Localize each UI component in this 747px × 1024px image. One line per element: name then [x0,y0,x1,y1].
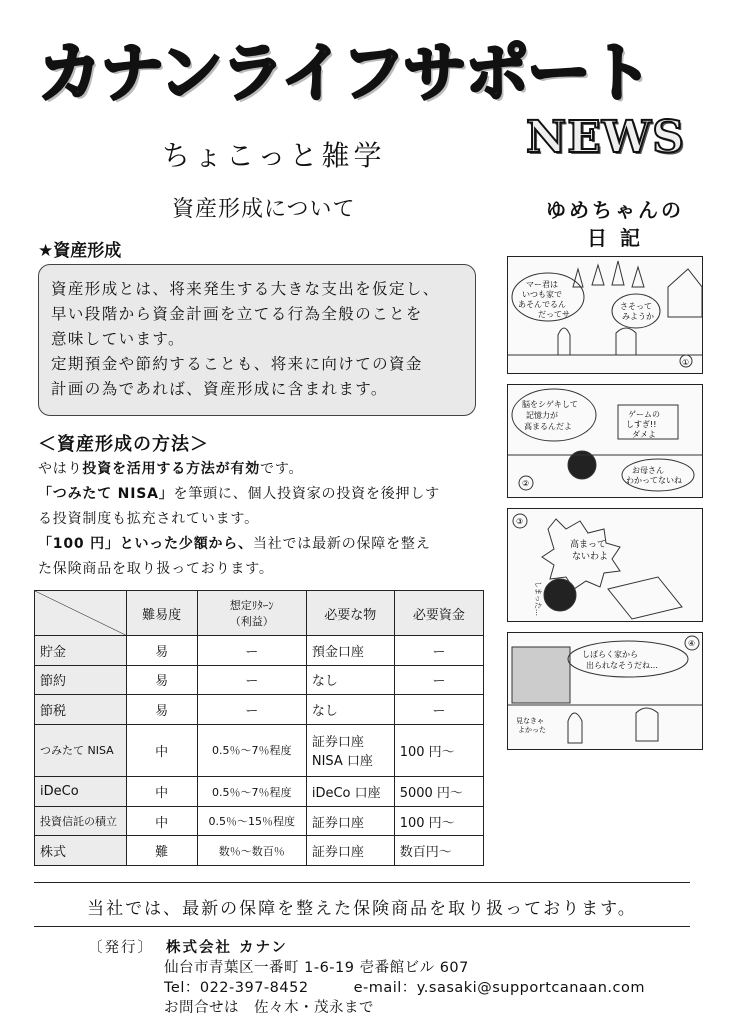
comic-drawing [508,509,702,621]
row-name: iDeCo [35,777,127,807]
row-difficulty: 易 [126,665,197,695]
speech-bubble-text: 脳をシゲキして記憶力が高まるんだよ [522,400,578,431]
section-heading-methods: ＜資産形成の方法＞ [38,434,209,455]
row-return: 0.5％～7％程度 [197,777,306,807]
row-funds: ー [394,665,483,695]
table-header-row [35,591,484,636]
body-paragraph [38,482,482,507]
row-difficulty: 難 [126,836,197,866]
speech-bubble-text: しばらく家から出られなそうだね… [582,650,658,670]
publisher-line [88,938,645,958]
row-needs: iDeCo 口座 [306,777,394,807]
masthead [38,34,698,114]
topic-heading: 資産形成について [172,197,356,222]
table-row [35,806,484,836]
row-return: 0.5％～15％程度 [197,806,306,836]
definition-line: 早い段階から資金計画を立てる行為全般のことを [51,305,423,323]
row-name: つみたて NISA [35,724,127,777]
text-span: を筆頭に、個人投資家の投資を後押しす [173,486,440,502]
comic-panel-3 [507,508,703,622]
header-return-line: （利益） [229,615,274,628]
speech-bubble-text: 高まってないわよ [570,540,609,562]
row-needs [306,724,394,777]
text-span: やはり [38,461,83,477]
contact-persons: お問合せは 佐々木・茂永まで [164,1000,374,1016]
divider [34,926,690,927]
body-paragraph: た保険商品を取り扱っております。 [38,561,274,577]
header-return-line: 想定ﾘﾀｰﾝ [229,599,274,612]
email: e-mail：y.sasaki@supportcanaan.com [353,980,645,996]
subtitle: ちょこっと雑学 [162,139,386,172]
news-logo: NEWS [526,112,685,163]
masthead-title: カナンライフサポート [38,37,651,111]
definition-line: 定期預金や節約することも、将来に向けての資金 [51,355,423,373]
speech-bubble-text: マー君はいつも家であそんでるんだってサ [518,280,570,319]
publisher-label: 〔発行〕 [88,940,154,956]
row-needs: 預金口座 [306,636,394,666]
body-paragraph: る投資制度も拡充されています。 [38,511,259,527]
comic-drawing [508,385,702,497]
body-paragraph [38,457,482,482]
contact-line [164,978,645,998]
table-row [35,836,484,866]
header-funds: 必要資金 [394,591,483,636]
svg-text:④: ④ [688,639,696,648]
table-row [35,724,484,777]
row-return: ー [197,636,306,666]
row-funds: 5000 円～ [394,777,483,807]
row-difficulty: 中 [126,724,197,777]
comparison-table [34,590,484,866]
row-needs: なし [306,695,394,725]
row-needs: 証券口座 [306,806,394,836]
row-difficulty: 易 [126,636,197,666]
table-row [35,665,484,695]
row-return: 数％～数百％ [197,836,306,866]
row-needs: なし [306,665,394,695]
definition-line: 資産形成とは、将来発生する大きな支出を仮定し、 [51,280,440,298]
row-funds: 100 円～ [394,724,483,777]
table-corner-cell [35,591,127,636]
svg-text:②: ② [522,479,530,488]
emphasis-text: 「100 円」といった少額から、 [38,536,253,552]
definition-box [38,264,476,416]
row-needs: 証券口座 [306,836,394,866]
row-name: 貯金 [35,636,127,666]
side-text: しまった… [534,581,542,616]
diagonal-line [35,591,126,635]
svg-text:③: ③ [516,517,524,526]
row-difficulty: 中 [126,777,197,807]
company-name: 株式会社 カナン [166,940,288,956]
row-return: ー [197,695,306,725]
row-name: 節税 [35,695,127,725]
svg-text:①: ① [682,358,690,367]
speech-bubble-text: ゲームのしすぎ!!ダメよ [626,410,660,439]
comic-title-line: ゆめちゃんの [546,198,684,222]
row-funds: ー [394,695,483,725]
header-return [197,591,306,636]
comic-panel-1 [507,256,703,374]
comic-panel-2 [507,384,703,498]
row-needs-line: NISA 口座 [311,754,373,770]
row-funds: 数百円～ [394,836,483,866]
row-name: 投資信託の積立 [35,806,127,836]
table-row [35,695,484,725]
section-heading-asset-formation: ★資産形成 [38,241,122,261]
emphasis-text: 投資を活用する方法が有効 [82,461,261,477]
row-name: 節約 [35,665,127,695]
body-paragraph [38,532,482,557]
table-row [35,636,484,666]
comic-title [540,196,690,252]
speech-bubble-text: お母さんわかってないね [626,466,682,485]
row-difficulty: 易 [126,695,197,725]
header-difficulty: 難易度 [126,591,197,636]
row-return: 0.5％～7％程度 [197,724,306,777]
methods-body [38,457,482,582]
row-return: ー [197,665,306,695]
emphasis-text: 「つみたて NISA」 [38,486,174,502]
speech-bubble-text: さそってみようか [620,302,654,321]
comic-drawing [508,257,702,373]
side-text: 見なきゃよかった [516,717,546,734]
row-funds: ー [394,636,483,666]
row-funds: 100 円～ [394,806,483,836]
address: 仙台市青葉区一番町 1-6-19 壱番館ビル 607 [164,960,469,976]
publisher-info [88,938,645,1018]
table-row [35,777,484,807]
comic-panel-4 [507,632,703,750]
divider [34,882,690,883]
text-span: 当社では最新の保障を整え [252,536,431,552]
phone: Tel：022-397-8452 [164,980,309,996]
footer-message: 当社では、最新の保障を整えた保険商品を取り扱っております。 [87,899,637,919]
header-needs: 必要な物 [306,591,394,636]
text-span: です。 [260,461,304,477]
row-name: 株式 [35,836,127,866]
definition-line: 計画の為であれば、資産形成に含まれます。 [51,380,388,398]
comic-title-line: 日 記 [587,226,643,250]
definition-line: 意味しています。 [51,330,185,348]
comic-drawing [508,633,702,749]
row-needs-line: 証券口座 [311,735,364,751]
row-difficulty: 中 [126,806,197,836]
